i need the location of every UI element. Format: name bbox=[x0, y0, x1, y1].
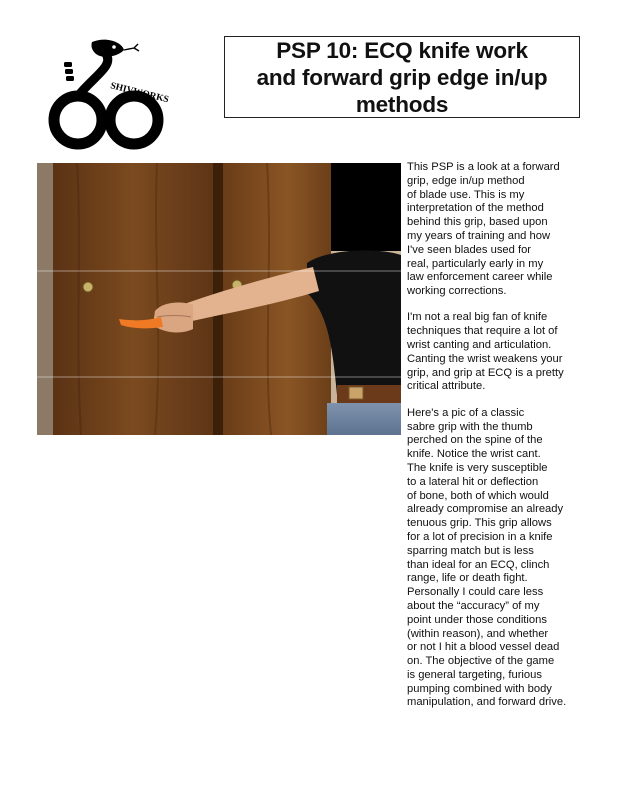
text-line: point under those conditions bbox=[407, 613, 547, 626]
text-line: This PSP is a look at a forward bbox=[407, 161, 560, 173]
body-text bbox=[407, 161, 607, 723]
text-line: working corrections. bbox=[407, 285, 507, 298]
text-line: (within reason), and whether bbox=[407, 627, 549, 640]
text-line: on. The objective of the game bbox=[407, 655, 555, 668]
text-line: of bone, both of which would bbox=[407, 489, 549, 502]
shivworks-logo bbox=[34, 36, 174, 160]
text-line: or not I hit a blood vessel dead bbox=[407, 641, 560, 654]
text-line: for a lot of precision in a knife bbox=[407, 530, 553, 543]
text-line: sparring match but is less bbox=[407, 544, 534, 557]
paragraph bbox=[407, 161, 607, 299]
title-line: PSP 10: ECQ knife work bbox=[276, 37, 528, 63]
text-line: already compromise an already bbox=[407, 503, 564, 516]
text-line: grip, edge in/up method bbox=[407, 174, 525, 187]
text-line: about the “accuracy” of my bbox=[407, 599, 540, 612]
title-box bbox=[224, 36, 580, 118]
text-line: to a lateral hit or deflection bbox=[407, 475, 539, 488]
text-line: knife. Notice the wrist cant. bbox=[407, 448, 541, 461]
text-line: Canting the wrist weakens your bbox=[407, 352, 563, 365]
text-line: perched on the spine of the bbox=[407, 434, 543, 447]
text-line: critical attribute. bbox=[407, 380, 486, 393]
text-line: real, particularly early in my bbox=[407, 257, 544, 270]
paragraph bbox=[407, 311, 607, 394]
text-line: interpretation of the method bbox=[407, 202, 544, 215]
text-line: techniques that require a lot of bbox=[407, 325, 558, 338]
text-line: of blade use. This is my bbox=[407, 188, 525, 201]
text-line: grip, and grip at ECQ is a pretty bbox=[407, 366, 564, 379]
text-line: sabre grip with the thumb bbox=[407, 420, 533, 433]
text-line: tenuous grip. This grip allows bbox=[407, 517, 552, 530]
text-line: law enforcement career while bbox=[407, 271, 553, 284]
text-line: The knife is very susceptible bbox=[407, 461, 548, 474]
text-line: wrist canting and articulation. bbox=[407, 339, 552, 352]
text-line: range, life or death fight. bbox=[407, 572, 528, 585]
text-line: Personally I could care less bbox=[407, 586, 544, 599]
knife-grip-photo bbox=[37, 163, 401, 435]
text-line: I've seen blades used for bbox=[407, 243, 532, 256]
logo-wordmark: SHIVWORKS bbox=[109, 81, 170, 106]
text-line: than ideal for an ECQ, clinch bbox=[407, 558, 550, 571]
title-line: and forward grip edge in/up bbox=[256, 64, 548, 90]
text-line: Here's a pic of a classic bbox=[407, 406, 525, 419]
text-line: behind this grip, based upon bbox=[407, 216, 548, 229]
text-line: is general targeting, furious bbox=[407, 668, 542, 681]
text-line: my years of training and how bbox=[407, 229, 551, 242]
paragraph bbox=[407, 407, 607, 711]
title-line: methods bbox=[355, 91, 449, 117]
text-line: I'm not a real big fan of knife bbox=[407, 311, 548, 324]
text-line: manipulation, and forward drive. bbox=[407, 696, 567, 709]
text-line: pumping combined with body bbox=[407, 682, 552, 695]
